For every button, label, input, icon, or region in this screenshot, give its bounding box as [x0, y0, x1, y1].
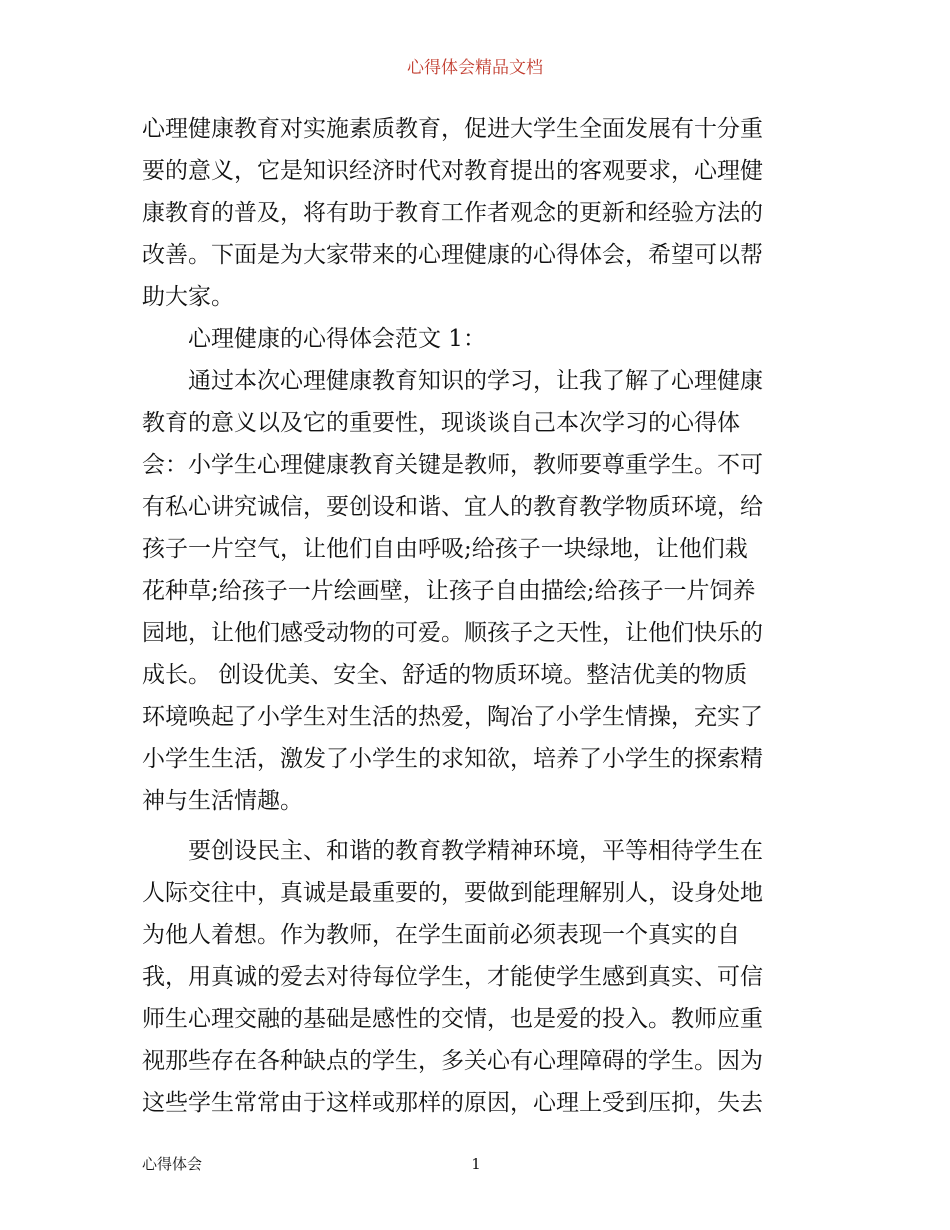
text-line: 成长。 创设优美、安全、舒适的物质环境。整洁优美的物质	[142, 662, 748, 688]
text-line: 为他人着想。作为教师，在学生面前必须表现一个真实的自	[142, 922, 740, 948]
text-line: 小学生生活，激发了小学生的求知欲，培养了小学生的探索精	[142, 746, 763, 772]
text-line: 要创设民主、和谐的教育教学精神环境，平等相待学生在	[188, 838, 763, 864]
section-heading: 心理健康的心得体会范文 1：	[188, 326, 486, 352]
text-line: 我，用真诚的爱去对待每位学生，才能使学生感到真实、可信	[142, 964, 763, 990]
text-line: 神与生活情趣。	[142, 788, 303, 814]
footer-label: 心得体会	[142, 1155, 203, 1173]
text-line: 改善。下面是为大家带来的心理健康的心得体会，希望可以帮	[142, 242, 763, 268]
text-line: 花种草;给孩子一片绘画壁，让孩子自由描绘;给孩子一片饲养	[142, 578, 756, 604]
text-line: 园地，让他们感受动物的可爱。顺孩子之天性，让他们快乐的	[142, 620, 763, 646]
text-line: 有私心讲究诚信，要创设和谐、宜人的教育教学物质环境，给	[142, 494, 763, 520]
text-line: 通过本次心理健康教育知识的学习，让我了解了心理健康	[188, 368, 763, 394]
text-line: 这些学生常常由于这样或那样的原因，心理上受到压抑，失去	[142, 1090, 763, 1116]
paragraph-1	[142, 360, 814, 822]
text-line: 会：小学生心理健康教育关键是教师，教师要尊重学生。不可	[142, 452, 763, 478]
paragraph-2	[142, 830, 814, 1124]
text-line: 心理健康教育对实施素质教育，促进大学生全面发展有十分重	[142, 116, 763, 142]
text-line: 教育的意义以及它的重要性，现谈谈自己本次学习的心得体	[142, 410, 740, 436]
document-body	[142, 108, 814, 1124]
text-line: 助大家。	[142, 284, 234, 310]
text-line: 孩子一片空气，让他们自由呼吸;给孩子一块绿地，让他们栽	[142, 536, 748, 562]
intro-paragraph	[142, 108, 814, 318]
page-number: 1	[471, 1155, 481, 1173]
text-line: 师生心理交融的基础是感性的交情，也是爱的投入。教师应重	[142, 1006, 763, 1032]
text-line: 要的意义，它是知识经济时代对教育提出的客观要求，心理健	[142, 158, 763, 184]
text-line: 视那些存在各种缺点的学生，多关心有心理障碍的学生。因为	[142, 1048, 763, 1074]
text-line: 环境唤起了小学生对生活的热爱，陶冶了小学生情操，充实了	[142, 704, 763, 730]
page-header-title: 心得体会精品文档	[407, 58, 543, 78]
text-line: 康教育的普及，将有助于教育工作者观念的更新和经验方法的	[142, 200, 763, 226]
text-line: 人际交往中，真诚是最重要的，要做到能理解别人，设身处地	[142, 880, 763, 906]
